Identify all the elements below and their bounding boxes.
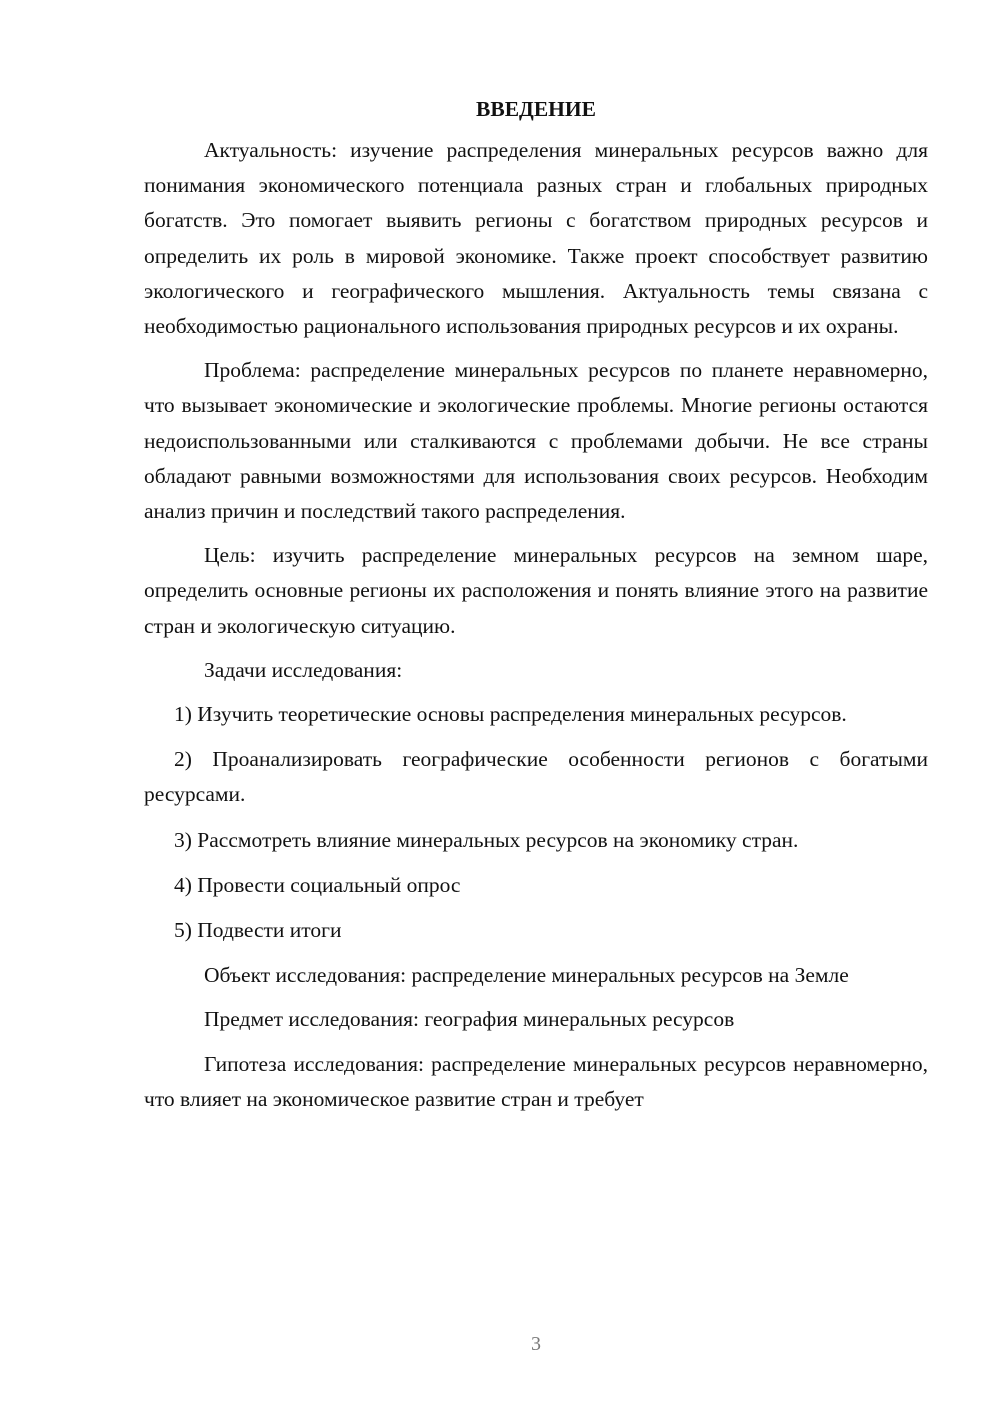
page-number: 3 xyxy=(531,1333,541,1355)
list-item: 3) Рассмотреть влияние минеральных ресурсов на экономику стран. xyxy=(174,827,799,852)
paragraph-tasks-intro: Задачи исследования: xyxy=(204,657,403,682)
paragraph-object: Объект исследования: распределение минеральных ресурсов на Земле xyxy=(204,963,849,988)
paragraph-hypothesis: Гипотеза исследования: распределение минеральных ресурсов неравномерно, что влияет на экономическое развитие стран и требует xyxy=(144,1051,928,1111)
paragraph-relevance: Актуальность: изучение распределения минеральных ресурсов важно для понимания экономического потенциала разных стран и глобальных природных богатств. Это помогает выявить регионы с богатством природных ресурсов и определить их роль в мировой экономике. Также проект способствует развитию экологического и географического мышления. Актуальность темы связана с необходимостью рационального использования природных ресурсов и их охраны. xyxy=(144,138,928,339)
page-title: ВВЕДЕНИЕ xyxy=(476,97,596,121)
list-item: 1) Изучить теоретические основы распределения минеральных ресурсов. xyxy=(174,702,847,727)
list-item: 5) Подвести итоги xyxy=(174,918,342,943)
paragraph-subject: Предмет исследования: география минеральных ресурсов xyxy=(204,1007,735,1032)
paragraph-problem: Проблема: распределение минеральных ресурсов по планете неравномерно, что вызывает экономические и экологические проблемы. Многие регионы остаются недоиспользованными или сталкиваются с проблемами добычи. Не все страны обладают равными возможностями для использования своих ресурсов. Необходим анализ причин и последствий такого распределения. xyxy=(144,358,928,524)
tasks-list xyxy=(144,697,928,948)
paragraph-goal: Цель: изучить распределение минеральных ресурсов на земном шаре, определить основные регионы их расположения и понять влияние этого на развитие стран и экологическую ситуацию. xyxy=(144,543,928,638)
list-item: 2) Проанализировать географические особенности регионов с богатыми ресурсами. xyxy=(144,747,928,807)
page-content xyxy=(144,92,928,1126)
list-item: 4) Провести социальный опрос xyxy=(174,872,461,897)
